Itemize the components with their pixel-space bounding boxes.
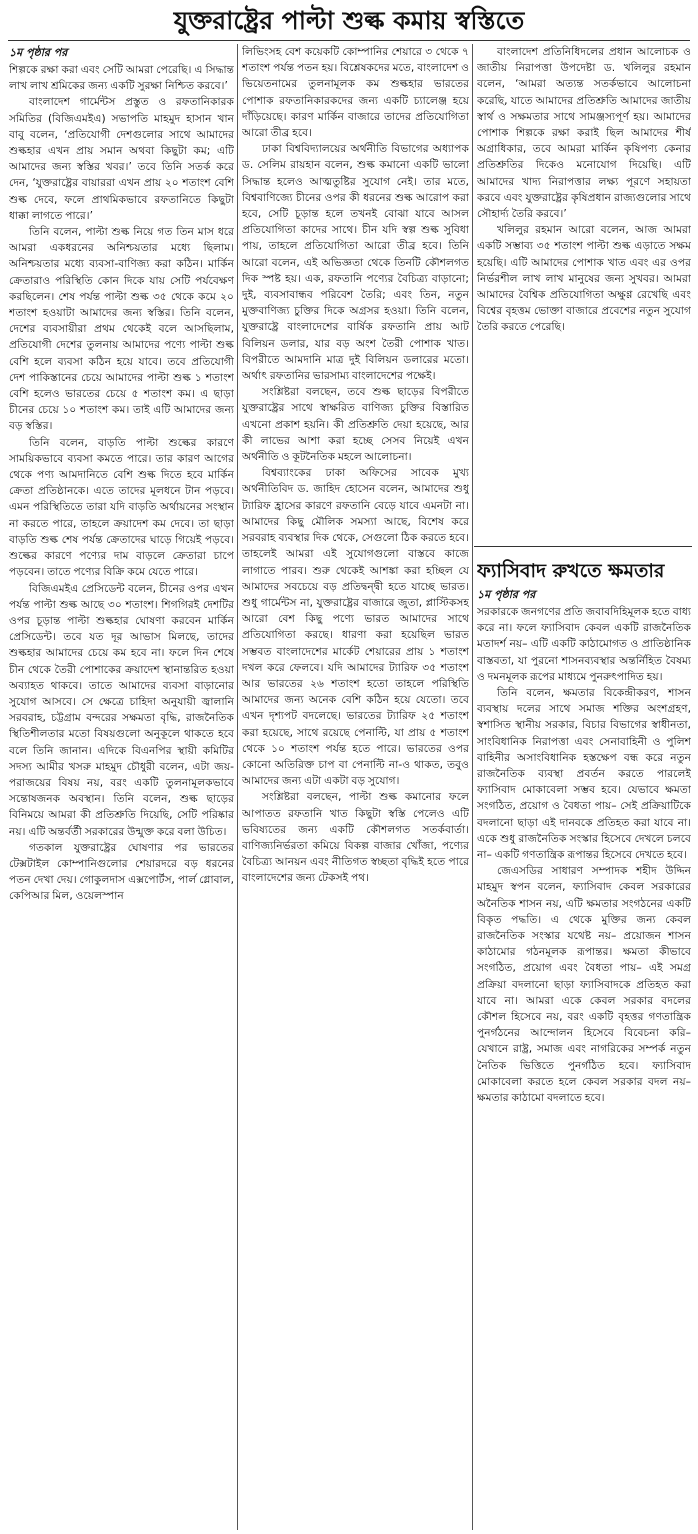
column-divider: [472, 44, 473, 1530]
paragraph: বিজিএমইএ প্রেসিডেন্ট বলেন, চীনের ওপর এখন পর্যন্ত পাল্টা শুল্ক আছে ৩০ শতাংশ। শিগগিরই দেশটির ওপর চূড়ান্ত পাল্টা শুল্কহার ঘোষণা করবেন মার্কিন প্রেসিডেন্ট। তবে যত দূর আভাস মিলছে, তাদের শুল্কহার আমাদের চেয়ে কম হবে না। ফলে দিন শেষে চীন থেকে তৈরী পোশাকের ক্রয়াদেশ স্থানান্তরিত হওয়া অব্যাহত থাকবে। তাতে আমাদের ব্যবসা বাড়ানোর সুযোগ আসবে। সে ক্ষেত্রে চাহিদা অনুযায়ী জ্বালানি সরবরাহ, চট্টগ্রাম বন্দরের সক্ষমতা বৃদ্ধি, রাজনৈতিক স্থিতিশীলতার মতো বিষয়গুলো অনুকূলে থাকতে হবে বলে তিনি জানান। এদিকে বিএনপির স্থায়ী কমিটির সদস্য আমীর খসরু মাহমুদ চৌধুরী বলেন, এটা জয়-পরাজয়ের বিষয় নয়, বরং একটি তুলনামূলকভাবে সন্তোষজনক অবস্থান। তিনি বলেন, শুল্ক ছাড়ের বিনিময়ে আমরা কী প্রতিশ্রুতি দিয়েছি, সেটি পরিষ্কার নয়। এটি অন্তর্বর্তী সরকারের উন্মুক্ত করে বলা উচিত।: [9, 581, 234, 838]
paragraph: সরকারকে জনগণের প্রতি জবাবদিহিমূলক হতে বাধ্য করে না। ফলে ফ্যাসিবাদ কেবল একটি রাজনৈতিক মতাদর্শ নয়– এটি একটি কাঠামোগত ও প্রাতিষ্ঠানিক বাস্তবতা, যা পুরনো শাসনব্যবস্থার অন্তর্নিহিত বৈষম্য ও দমনমূলক রূপের মাধ্যমে পুনরুৎপাদিত হয়।: [477, 605, 691, 683]
paragraph: জেএসডির সাধারণ সম্পাদক শহীদ উদ্দিন মাহমুদ স্বপন বলেন, ফ্যাসিবাদ কেবল সরকারের অনৈতিক শাসন নয়, এটি ক্ষমতার সংগঠনের একটি বিকৃত পদ্ধতি। এ থেকে মুক্তির জন্য কেবল রাজনৈতিক সংস্কার যথেষ্ট নয়– প্রয়োজন শাসন কাঠামোর গঠনমূলক রূপান্তর। ক্ষমতা কীভাবে সংগঠিত, প্রয়োগ এবং বৈধতা পায়– এই সমগ্র প্রক্রিয়া বদলানো ছাড়া ফ্যাসিবাদকে প্রতিহত করা যাবে না। আমরা একে কেবল সরকার বদলের কৌশল হিসেবে নয়, বরং একটি বৃহত্তর গণতান্ত্রিক পুনর্গঠনের আন্দোলন হিসেবে বিবেচনা করি– যেখানে রাষ্ট্র, সমাজ এবং নাগরিকের সম্পর্ক নতুন নৈতিক ভিত্তিতে পুনর্গঠিত হবে। ফ্যাসিবাদ মোকাবেলা করতে হলে কেবল সরকার বদল নয়– ক্ষমতার কাঠামো বদলাতে হবে।: [477, 864, 691, 1105]
article-column-1: [9, 44, 234, 1530]
headline-rule: [8, 40, 690, 41]
paragraph: লিভিংসহ বেশ কয়েকটি কোম্পানির শেয়ারে ৩ থেকে ৭ শতাংশ পর্যন্ত পতন হয়। বিশ্লেষকদের মতে, বাংলাদেশ ও ভিয়েতনামের তুলনামূলক কম শুল্কহার ভারতের পোশাক রফতানিকারকদের জন্য একটি চ্যালেঞ্জ হয়ে দাঁড়িয়েছে। কারণ মার্কিন বাজারে তাদের প্রতিযোগিতা আরো তীব্র হবে।: [242, 45, 469, 140]
paragraph: খলিলুর রহমান আরো বলেন, আজ আমরা একটি সম্ভাব্য ৩৫ শতাংশ পাল্টা শুল্ক এড়াতে সক্ষম হয়েছি। এটি আমাদের পোশাক খাত এবং এর ওপর নির্ভরশীল লাখ লাখ মানুষের জন্য সুখবর। আমরা আমাদের বৈশ্বিক প্রতিযোগিতা অক্ষুণ্ণ রেখেছি এবং বিশ্বের বৃহত্তম ভোক্তা বাজারে প্রবেশের নতুন সুযোগ তৈরি করতে পেরেছি।: [477, 223, 691, 334]
article-headline: যুক্তরাষ্ট্রের পাল্টা শুল্ক কমায় স্বস্তিতে: [173, 6, 525, 35]
paragraph: গতকাল যুক্তরাষ্ট্রের ঘোষণার পর ভারতের টেক্সটাইল কোম্পানিগুলোর শেয়ারদরে বড় ধরনের পতন দেখা দেয়। গোকুলদাস এক্সপোর্টস, পার্ল গ্লোবাল, কেপিআর মিল, ওয়েলস্পান: [9, 840, 234, 903]
paragraph: তিনি বলেন, বাড়তি পাল্টা শুল্কের কারণে সাময়িকভাবে ব্যবসা কমতে পারে। তার কারণ আগের থেকে পণ্য আমদানিতে বেশি শুল্ক দিতে হবে মার্কিন ক্রেতা প্রতিষ্ঠানকে। এতে তাদের মূলধনে টান পড়বে। এমন পরিস্থিতিতে তারা যদি বাড়তি অর্থায়নের সংস্থান না করতে পারে, তাহলে ক্রয়াদেশ কম দেবে। তা ছাড়া বাড়তি শুল্ক শেষ পর্যন্ত ক্রেতাদের ঘাড়ে গিয়েই পড়বে। শুল্কের কারণে পণ্যের দাম বাড়লে ক্রেতারা চাপে পড়বেন। তাতে পণ্যের বিক্রি কমে যেতে পারে।: [9, 435, 234, 579]
paragraph: সংশ্লিষ্টরা বলছেন, পাল্টা শুল্ক কমানোর ফলে আপাতত রফতানি খাত কিছুটা স্বস্তি পেলেও এটি ভবিষ্যতের জন্য একটি কৌশলগত সতর্কবার্তা। বাণিজ্যনির্ভরতা কমিয়ে বিকল্প বাজার খোঁজা, পণ্যের বৈচিত্র্য আনয়ন এবং নীতিগত স্বচ্ছতা বৃদ্ধিই হতে পারে বাংলাদেশের জন্য টেকসই পথ।: [242, 790, 469, 885]
paragraph: তিনি বলেন, ক্ষমতার বিকেন্দ্রীকরণ, শাসন ব্যবস্থায় দলের সাথে সমাজ শক্তির অংশগ্রহণ, স্বশাসিত স্থানীয় সরকার, বিচার বিভাগের স্বাধীনতা, সাংবিধানিক নিরাপত্তা এবং সেনাবাহিনী ও পুলিশ বাহিনীর অসাংবিধানিক হস্তক্ষেপ বন্ধ করে নতুন রাজনৈতিক ব্যবস্থা প্রবর্তন করতে পারলেই ফ্যাসিবাদ মোকাবেলা সম্ভব হবে। যেভাবে ক্ষমতা সংগঠিত, প্রয়োগ ও বৈধতা পায়– সেই প্রক্রিয়াটিকে বদলানো ছাড়া এই দানবকে প্রতিহত করা যাবে না। একে শুধু রাজনৈতিক সংস্কার হিসেবে দেখলে চলবে না– একটি গণতান্ত্রিক রূপান্তর হিসেবে দেখতে হবে।: [477, 686, 691, 862]
second-article-headline: ফ্যাসিবাদ রুখতে ক্ষমতার: [477, 560, 665, 582]
article-column-3: [477, 44, 691, 539]
paragraph: বিশ্বব্যাংকের ঢাকা অফিসের সাবেক মুখ্য অর্থনীতিবিদ ড. জাহিদ হোসেন বলেন, আমাদের শুধু ট্যারিফ হ্রাসের কারণে রফতানি বেড়ে যাবে এমনটা না। আমাদের কিছু মৌলিক সমস্যা আছে, বিশেষ করে সরবরাহ ব্যবস্থার দিক থেকে, সেগুলো ঠিক করতে হবে। তাহলেই আমরা এই সুযোগগুলো বাস্তবে কাজে লাগাতে পারব। শুরু থেকেই আশঙ্কা করা হচ্ছিল যে আমাদের সবচেয়ে বড় প্রতিদ্বন্দ্বী হতে যাচ্ছে ভারত। শুধু গার্মেন্টস না, যুক্তরাষ্ট্রের বাজারে জুতা, প্লাস্টিকসহ আরো বেশ কিছু পণ্যে ভারত আমাদের সাথে প্রতিযোগিতা করছে। ধারণা করা হয়েছিল ভারত সম্ভবত বাংলাদেশের মার্কেট শেয়ারের প্রায় ১ শতাংশ দখল করে ফেলবে। যদি আমাদের ট্যারিফ ৩৫ শতাংশ আর ভারতের ২৬ শতাংশ হতো তাহলে পরিস্থিতি আমাদের জন্য অনেক বেশি কঠিন হয়ে যেতো। তবে এখন দৃশ্যপট বদলেছে। ভারতের ট্যারিফ ২৫ শতাংশ করা হয়েছে, সাথে রয়েছে পেনাল্টি, যা প্রায় ৫ শতাংশ থেকে ১০ শতাংশ পর্যন্ত হতে পারে। ভারতের ওপর কোনো অতিরিক্ত চাপ বা পেনাল্টি না-ও থাকত, তবুও আমাদের জন্য এটা একটা বড় সুযোগ।: [242, 466, 469, 788]
paragraph: বাংলাদেশ গার্মেন্টস প্রস্তুত ও রফতানিকারক সমিতির (বিজিএমইএ) সভাপতি মাহমুদ হাসান খান বাবু বলেন, ‘প্রতিযোগী দেশগুলোর সাথে আমাদের শুল্কহার এখন প্রায় সমান অথবা কিছুটা কম; এটি আমাদের জন্য স্বস্তির খবর।’ তবে তিনি সতর্ক করে দেন, ‘যুক্তরাষ্ট্রের বায়াররা এখন প্রায় ২০ শতাংশ বেশি শুল্ক দেবে, ফলে প্রাথমিকভাবে রফতানিতে কিছুটা ধাক্কা লাগতে পারে।’: [9, 95, 234, 222]
article-separator: [474, 546, 692, 547]
paragraph: সংশ্লিষ্টরা বলছেন, তবে শুল্ক ছাড়ের বিপরীতে যুক্তরাষ্ট্রের সাথে স্বাক্ষরিত বাণিজ্য চুক্তির বিস্তারিত এখনো প্রকাশ হয়নি। কী প্রতিশ্রুতি দেয়া হয়েছে, আর কী লাভের আশা করা হচ্ছে সেসব নিয়েই এখন অর্থনীতি ও কূটনৈতিক মহলে আলোচনা।: [242, 385, 469, 464]
paragraph: বাংলাদেশ প্রতিনিধিদলের প্রধান আলোচক ও জাতীয় নিরাপত্তা উপদেষ্টা ড. খলিলুর রহমান বলেন, ‘আমরা অত্যন্ত সতর্কভাবে আলোচনা করেছি, যাতে আমাদের প্রতিশ্রুতি আমাদের জাতীয় স্বার্থ ও সক্ষমতার সাথে সামঞ্জস্যপূর্ণ হয়। আমাদের পোশাক শিল্পকে রক্ষা করাই ছিল আমাদের শীর্ষ অগ্রাধিকার, তবে আমরা মার্কিন কৃষিপণ্য কেনার প্রতিশ্রুতির দিকেও মনোযোগ দিয়েছি। এটি আমাদের খাদ্য নিরাপত্তার লক্ষ্য পূরণে সহায়তা করবে এবং যুক্তরাষ্ট্রের কৃষিপ্রধান রাজ্যগুলোর সাথে সৌহার্দ্য তৈরি করবে।’: [477, 45, 691, 221]
continued-label: ১ম পৃষ্ঠার পর: [9, 46, 68, 59]
paragraph: ঢাকা বিশ্ববিদ্যালয়ের অর্থনীতি বিভাগের অধ্যাপক ড. সেলিম রায়হান বলেন, শুল্ক কমানো একটি ভালো সিদ্ধান্ত হলেও আত্মতুষ্টির সুযোগ নেই। তার মতে, বিশ্ববাণিজ্যে চীনের ওপর কী ধরনের শুল্ক আরোপ করা হবে, সেটি চূড়ান্ত হলে তখনই বোঝা যাবে আসল প্রতিযোগিতা কাদের সাথে। চীন যদি স্বল্প শুল্ক সুবিধা পায়, তাহলে প্রতিযোগিতা আরো তীব্র হবে। তিনি আরো বলেন, এই অভিজ্ঞতা থেকে তিনটি কৌশলগত দিক স্পষ্ট হয়। এক, রফতানি পণ্যের বৈচিত্র্য বাড়ানো; দুই, ব্যবসাবান্ধব পরিবেশ তৈরি; এবং তিন, নতুন মুক্তবাণিজ্য চুক্তির দিকে অগ্রসর হওয়া। তিনি বলেন, যুক্তরাষ্ট্রে বাংলাদেশের বার্ষিক রফতানি প্রায় আট বিলিয়ন ডলার, যার বড় অংশ তৈরী পোশাক খাত। বিপরীতে আমদানি মাত্র দুই বিলিয়ন ডলারের মতো। অর্থাৎ রফতানির ভারসাম্য বাংলাদেশের পক্ষেই।: [242, 142, 469, 383]
paragraph: তিনি বলেন, পাল্টা শুল্ক নিয়ে গত তিন মাস ধরে আমরা একধরনের অনিশ্চয়তার মধ্যে ছিলাম। অনিশ্চয়তার মধ্যে ব্যবসা-বাণিজ্য করা কঠিন। মার্কিন ক্রেতারাও পরিস্থিতি কোন দিকে যায় সেটি পর্যবেক্ষণ করছিলেন। শেষ পর্যন্ত পাল্টা শুল্ক ৩৫ থেকে কমে ২০ শতাংশ হওয়াটা আমাদের জন্য স্বস্তির। তিনি বলেন, দেশের ব্যবসায়ীরা প্রথম থেকেই বলে আসছিলাম, প্রতিযোগী দেশের তুলনায় আমাদের পণ্যে পাল্টা শুল্ক বেশি হলে ব্যবসা কঠিন হয়ে যাবে। তবে প্রতিযোগী দেশ পাকিস্তানের চেয়ে আমাদের পাল্টা শুল্ক ১ শতাংশ বেশি হলেও ভারতের চেয়ে ৫ শতাংশ কম। এ ছাড়া চীনের চেয়ে ১০ শতাংশ কম। তাই এটি আমাদের জন্য বড় স্বস্তির।: [9, 225, 234, 433]
column-divider: [237, 44, 238, 1530]
paragraph: শিল্পকে রক্ষা করা এবং সেটি আমরা পেরেছি। এ সিদ্ধান্ত লাখ লাখ শ্রমিকের জন্য একটি সুরক্ষা নিশ্চিত করবে।’: [9, 63, 234, 93]
continued-label: ১ম পৃষ্ঠার পর: [477, 588, 536, 601]
article-column-2: [242, 44, 469, 1530]
second-article-body: [477, 586, 691, 1530]
